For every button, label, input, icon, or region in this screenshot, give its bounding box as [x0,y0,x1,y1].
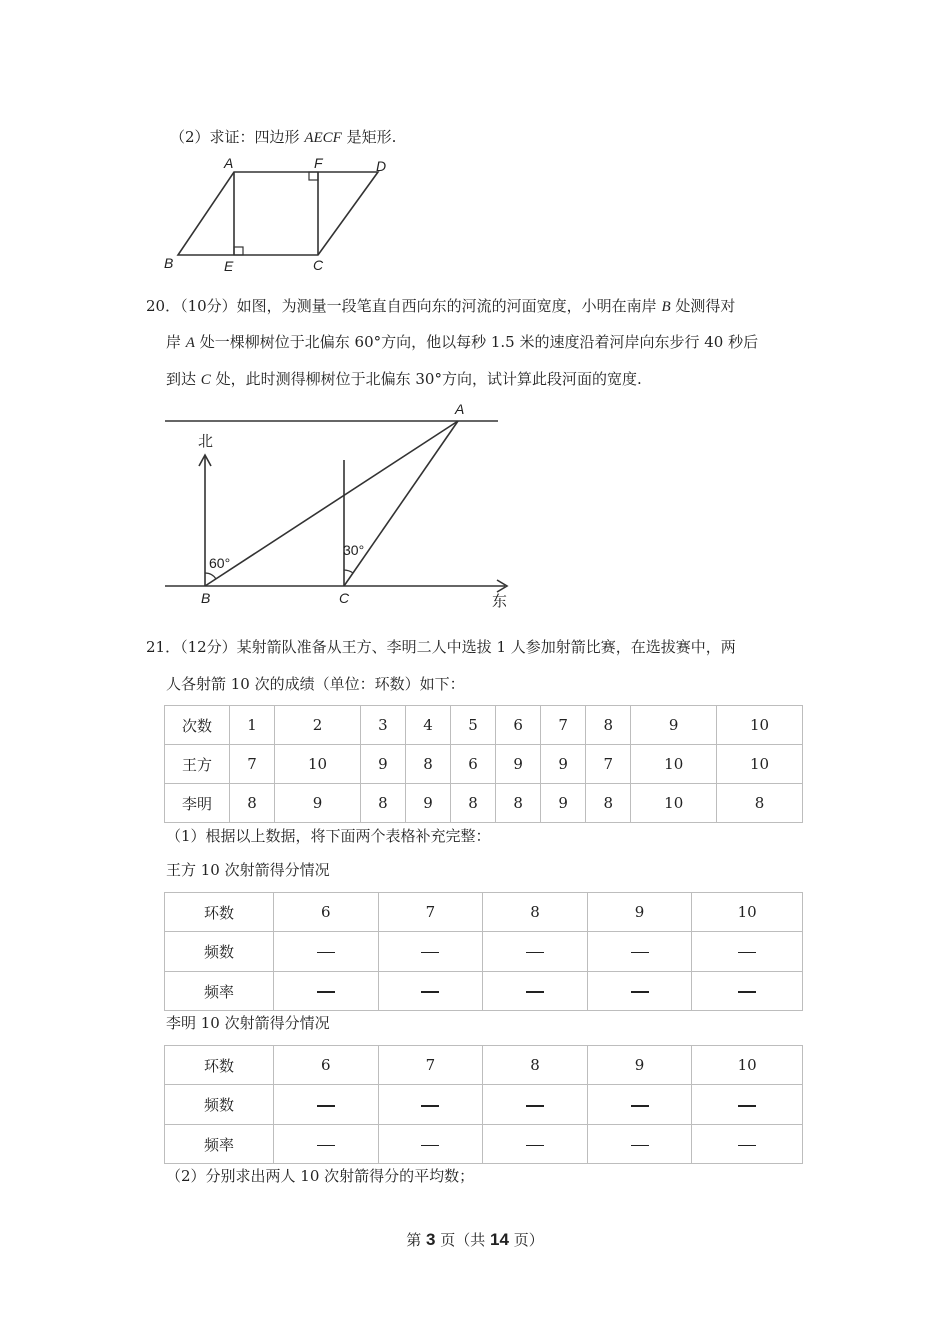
river-figure [160,400,520,610]
blank [738,991,756,993]
label-C: C [313,257,324,273]
table-row: 李明 8 9 8 9 8 8 9 8 10 8 [165,784,803,823]
blank [631,1145,649,1146]
q20-line3: 到达 C 处，此时测得柳树位于北偏东 30°方向，试计算此段河面的宽度. [166,370,642,388]
q21-part1: （1）根据以上数据，将下面两个表格补充完整： [166,827,491,845]
label-C: C [339,590,350,606]
blank [421,991,439,993]
q20-line2: 岸 A 处一棵柳树位于北偏东 60°方向，他以每秒 1.5 米的速度沿着河岸向东步行 40 秒后 [166,333,759,351]
blank [317,991,335,993]
q21-part2: （2）分别求出两人 10 次射箭得分的平均数； [166,1167,475,1185]
angle-60-label: 60° [209,555,231,571]
blank [317,1105,335,1107]
label-B: B [164,255,174,271]
table-row: 次数 1 2 3 4 5 6 7 8 9 10 [165,706,803,745]
blank [421,1145,439,1146]
blank [526,1105,544,1107]
q20-line1: 20．（10分）如图，为测量一段笔直自西向东的河流的河面宽度，小明在南岸 B 处测得对 [146,297,736,315]
wang-score-table [164,892,803,1011]
table-row: 频率 [165,1125,803,1164]
table-row: 环数 6 7 8 9 10 [165,1046,803,1085]
east-label: 东 [492,593,508,610]
blank [317,952,335,953]
caption-wang: 王方 10 次射箭得分情况 [166,861,330,879]
table-row: 频率 [165,972,803,1011]
blank [421,952,439,953]
blank [738,1105,756,1107]
label-F: F [314,155,323,171]
caption-li: 李明 10 次射箭得分情况 [166,1014,330,1032]
blank [526,952,544,953]
table-row: 频数 [165,1085,803,1125]
table-row: 环数 6 7 8 9 10 [165,893,803,932]
blank [526,991,544,993]
table-row: 王方 7 10 9 8 6 9 9 7 10 10 [165,745,803,784]
angle-30-label: 30° [343,542,365,558]
page-footer: 第 3 页（共 14 页） [406,1230,544,1249]
blank [317,1145,335,1146]
li-score-table [164,1045,803,1164]
label-D: D [376,158,387,174]
blank [631,952,649,953]
blank [421,1105,439,1107]
label-A: A [455,401,465,417]
north-label: 北 [198,433,214,450]
parallelogram-figure [160,152,400,277]
q21-line1: 21．（12分）某射箭队准备从王方、李明二人中选拔 1 人参加射箭比赛，在选拔赛中，两 [146,638,736,656]
q21-line2: 人各射箭 10 次的成绩（单位：环数）如下： [166,675,465,693]
blank [631,1105,649,1107]
blank [738,1145,756,1146]
label-A: A [224,155,234,171]
q19-part2: （2）求证：四边形 AECF 是矩形. [170,128,397,146]
label-E: E [224,258,234,274]
blank [631,991,649,993]
blank [526,1145,544,1146]
scores-table [164,705,803,823]
table-row: 频数 [165,932,803,972]
label-B: B [201,590,211,606]
blank [738,952,756,953]
